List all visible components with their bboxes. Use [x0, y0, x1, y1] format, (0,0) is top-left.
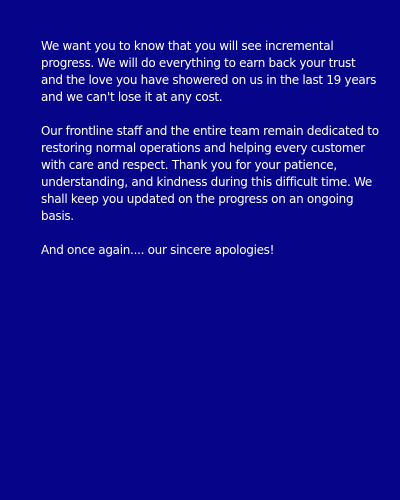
message-paragraph-progress: We want you to know that you will see incremental progress. We will do everything to earn back your trust and the love you have showered on us in the last 19 years and we can't lose it at any cost. [41, 39, 377, 104]
message-paragraph-apology: And once again.... our sincere apologies! [41, 243, 275, 257]
message-paragraph-staff: Our frontline staff and the entire team remain dedicated to restoring normal operations and helping every customer with care and respect. Thank you for your patience, understanding, and kindness during this difficult time. We shall keep you updated on the progress on an ongoing basis. [41, 124, 379, 223]
